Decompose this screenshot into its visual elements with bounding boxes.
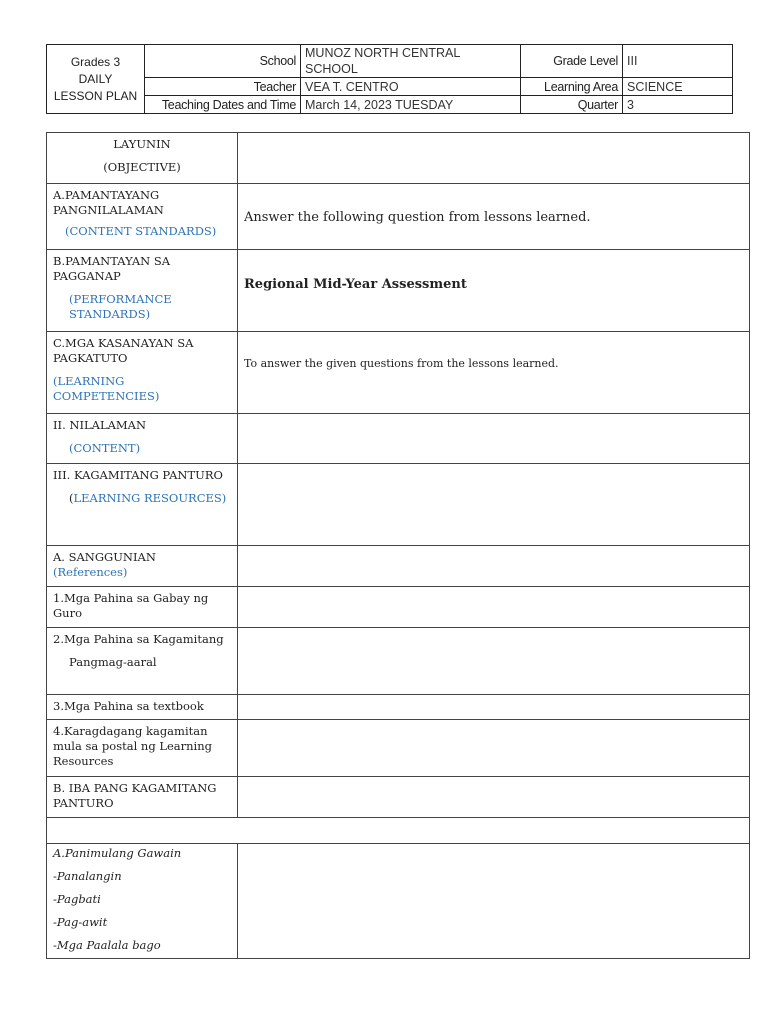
panimulang-item: A.Panimulang Gawain: [53, 846, 182, 860]
objective-sub: (OBJECTIVE): [103, 160, 181, 174]
panimulang-item: -Panalangin: [53, 869, 122, 883]
spacer-cell: [47, 818, 750, 844]
lesson-plan-title: [47, 45, 145, 114]
lesson-plan-table: [46, 132, 750, 959]
learning-resources-value: [238, 464, 750, 546]
learning-resources-sub: LEARNING RESOURCES): [73, 491, 227, 505]
objective-title: LAYUNIN: [113, 137, 171, 151]
performance-standards-title: B.PAMANTAYAN SA PAGGANAP: [53, 254, 171, 283]
content-standards-title: A.PAMANTAYANG PANGNILALAMAN: [53, 188, 164, 217]
karagdagang-value: [238, 720, 750, 777]
row-textbook: [47, 695, 750, 720]
kagamitang-title: 2.Mga Pahina sa Kagamitang: [53, 632, 224, 646]
references-value: [238, 546, 750, 587]
dates-value: March 14, 2023 TUESDAY: [301, 96, 521, 114]
title-line-1: Grades 3: [70, 54, 121, 69]
learning-competencies-title: C.MGA KASANAYAN SA PAGKATUTO: [53, 336, 194, 365]
row-learning-competencies: [47, 332, 750, 414]
guro-value: [238, 587, 750, 628]
learning-competencies-value: To answer the given questions from the lessons learned.: [238, 332, 750, 414]
learning-area-label: Learning Area: [521, 78, 623, 96]
learning-resources-paren: (: [69, 491, 74, 505]
row-karagdagang: [47, 720, 750, 777]
title-line-2: DAILY: [78, 71, 113, 86]
row-spacer: [47, 818, 750, 844]
header-table: [46, 44, 733, 114]
content-standards-sub: (CONTENT STANDARDS): [65, 224, 217, 238]
title-line-3: LESSON PLAN: [53, 88, 138, 103]
row-kagamitang: [47, 628, 750, 695]
performance-standards-sub: (PERFORMANCE STANDARDS): [69, 292, 172, 321]
row-references: [47, 546, 750, 587]
row-learning-resources: [47, 464, 750, 546]
content-sub: (CONTENT): [69, 441, 141, 455]
guro-title: 1.Mga Pahina sa Gabay ng Guro: [47, 587, 238, 628]
objective-cell: [47, 133, 238, 184]
learning-competencies-sub: (LEARNING COMPETENCIES): [53, 374, 160, 403]
kagamitang-sub: Pangmag-aaral: [69, 655, 157, 669]
row-iba-pang: [47, 777, 750, 818]
grade-level-value: III: [623, 45, 733, 78]
panimulang-value: [238, 844, 750, 959]
textbook-value: [238, 695, 750, 720]
school-label: School: [145, 45, 301, 78]
learning-resources-title: III. KAGAMITANG PANTURO: [53, 468, 223, 482]
content-title: II. NILALAMAN: [53, 418, 147, 432]
row-guro: [47, 587, 750, 628]
performance-standards-value: Regional Mid-Year Assessment: [238, 250, 750, 332]
learning-area-value: SCIENCE: [623, 78, 733, 96]
content-value: [238, 414, 750, 464]
row-content-standards: [47, 184, 750, 250]
references-title: A. SANGGUNIAN: [53, 550, 156, 564]
row-objective: [47, 133, 750, 184]
panimulang-item: -Mga Paalala bago: [53, 938, 161, 952]
dates-label: Teaching Dates and Time: [145, 96, 301, 114]
objective-value: [238, 133, 750, 184]
school-value: MUNOZ NORTH CENTRAL SCHOOL: [301, 45, 521, 78]
teacher-label: Teacher: [145, 78, 301, 96]
iba-pang-value: [238, 777, 750, 818]
row-panimulang: [47, 844, 750, 959]
quarter-value: 3: [623, 96, 733, 114]
karagdagang-title: 4.Karagdagang kagamitan mula sa postal ng Learning Resources: [47, 720, 238, 777]
references-sub: (References): [53, 565, 128, 579]
row-performance-standards: [47, 250, 750, 332]
panimulang-item: -Pagbati: [53, 892, 101, 906]
kagamitang-value: [238, 628, 750, 695]
textbook-title: 3.Mga Pahina sa textbook: [47, 695, 238, 720]
content-standards-value: Answer the following question from lessons learned.: [238, 184, 750, 250]
grade-level-label: Grade Level: [521, 45, 623, 78]
panimulang-item: -Pag-awit: [53, 915, 108, 929]
row-content: [47, 414, 750, 464]
teacher-value: VEA T. CENTRO: [301, 78, 521, 96]
iba-pang-title: B. IBA PANG KAGAMITANG PANTURO: [47, 777, 238, 818]
quarter-label: Quarter: [521, 96, 623, 114]
